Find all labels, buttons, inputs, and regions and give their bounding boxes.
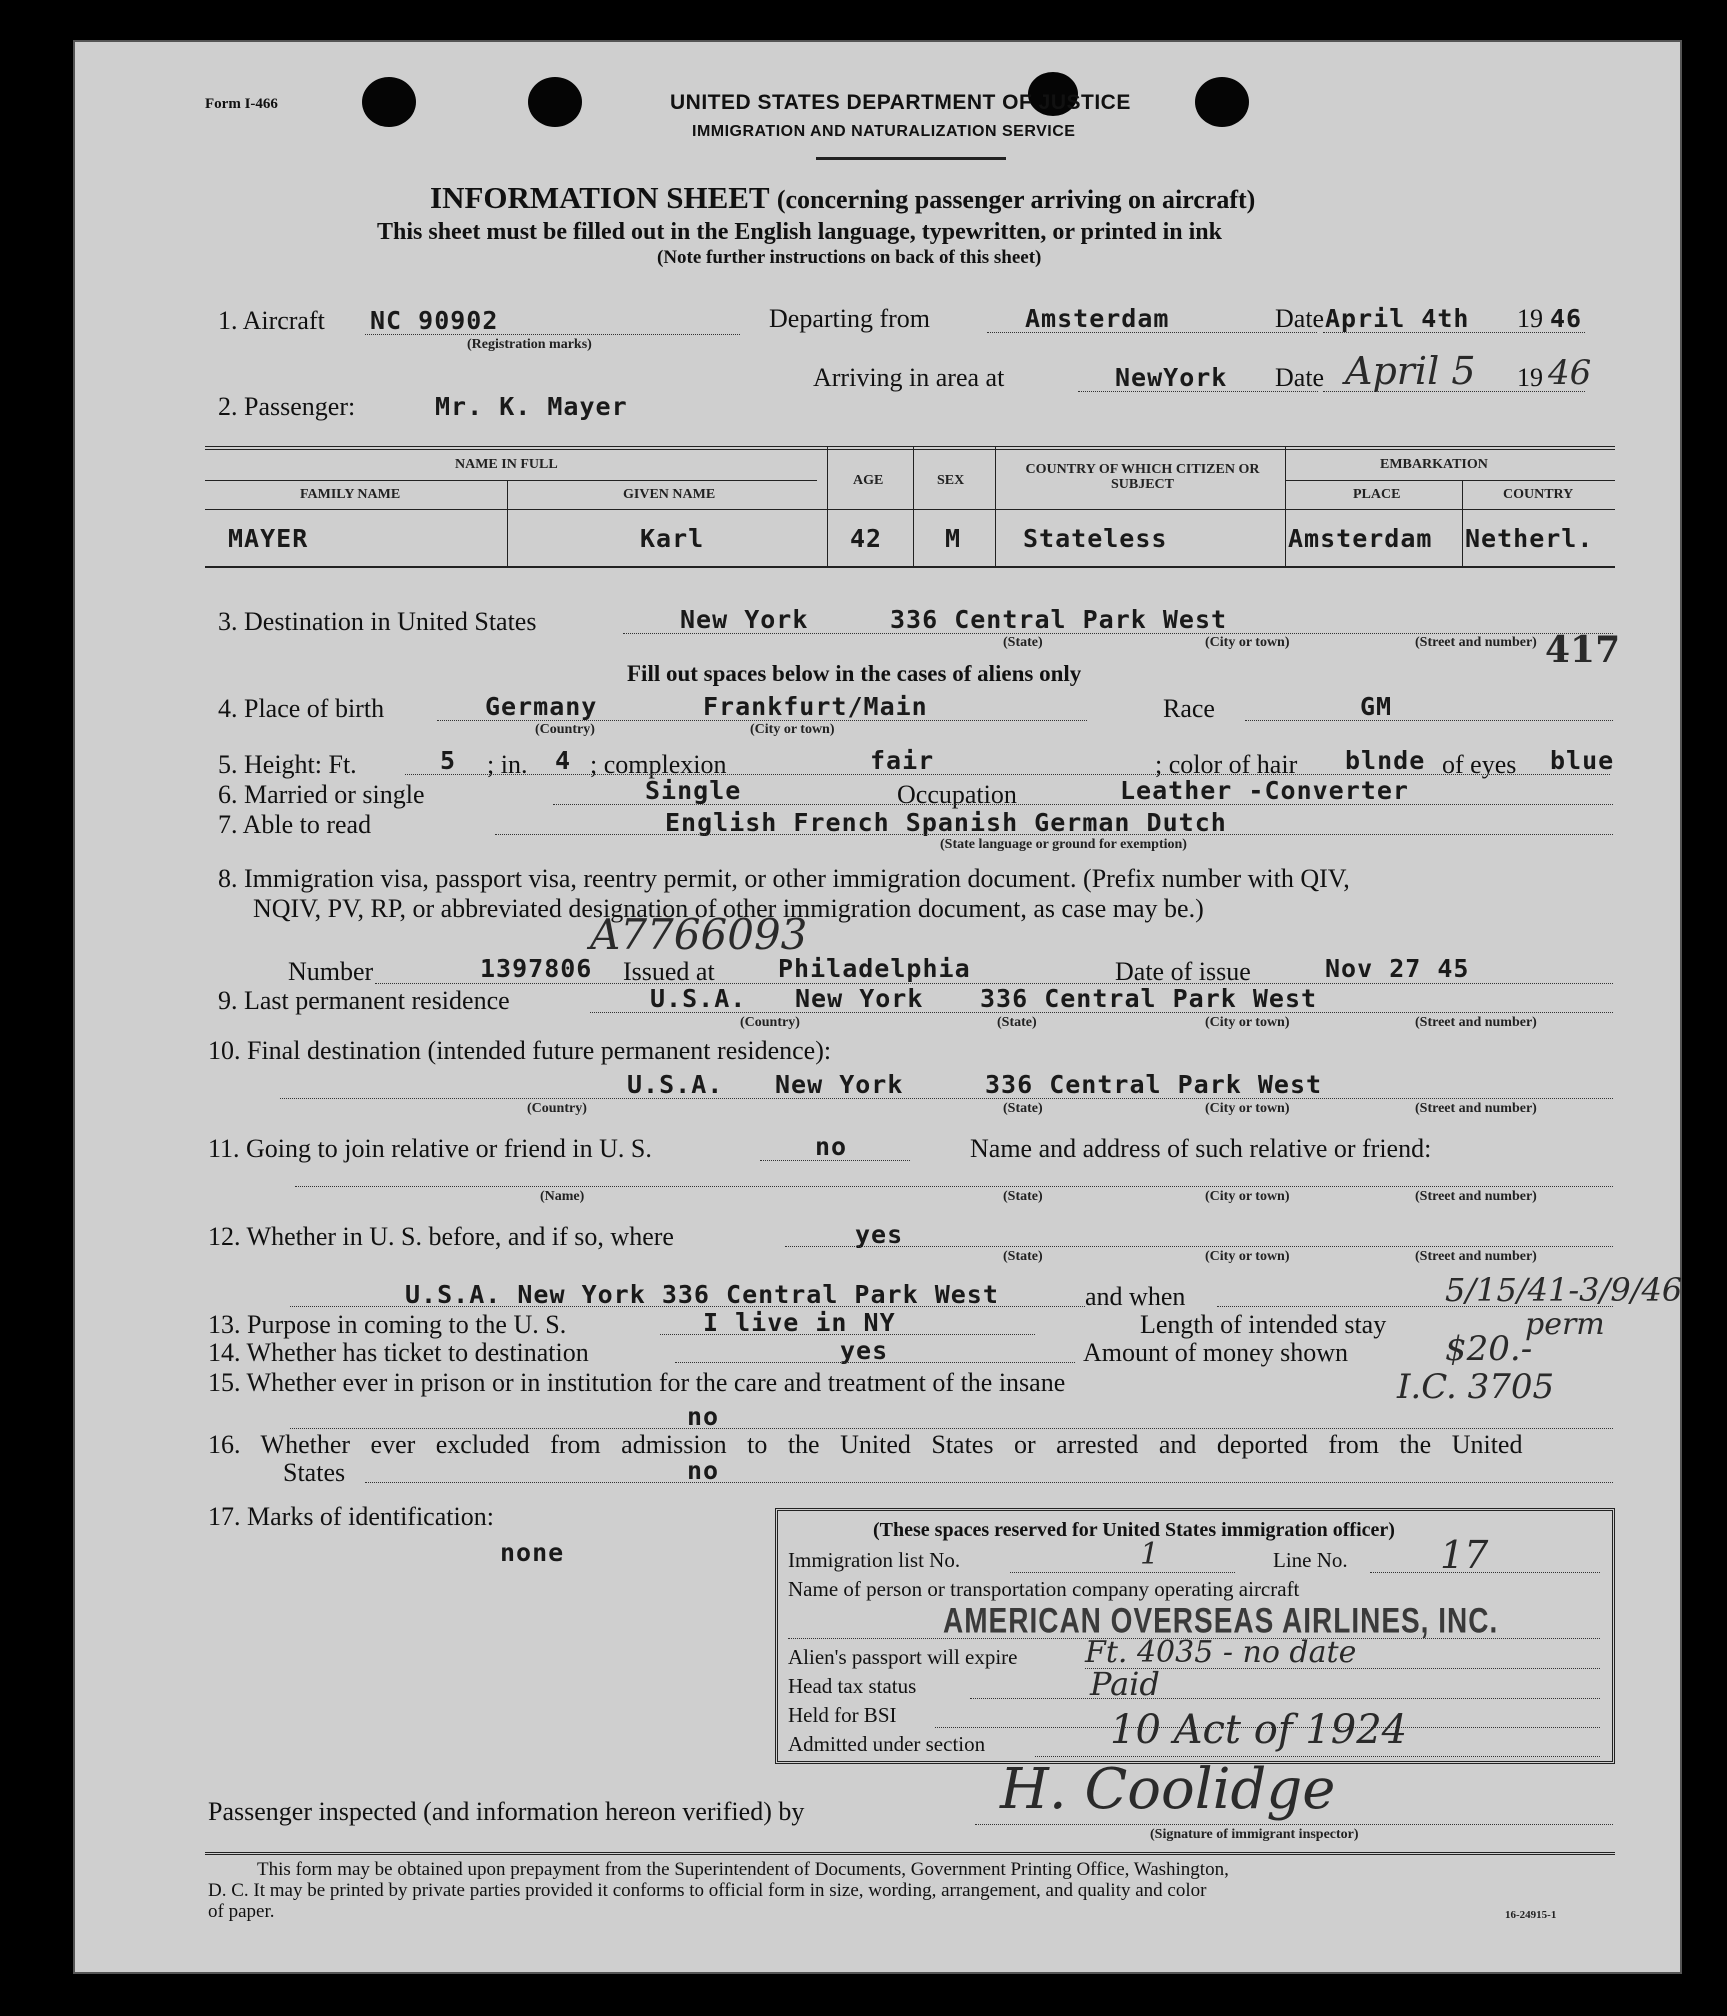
list-value: 1 [1140, 1537, 1160, 1572]
inspected-label: Passenger inspected (and information hereon verified) by [208, 1797, 805, 1826]
punch-hole [528, 77, 582, 127]
aircraft-line [365, 334, 740, 335]
table-sub-rule-emb [1285, 480, 1615, 481]
residence-line [590, 1012, 1613, 1013]
purpose-value: I live in NY [703, 1308, 896, 1337]
prison-label: 15. Whether ever in prison or in institution for the care and treatment of the insane [208, 1368, 1066, 1397]
doi-label: Date of issue [1115, 957, 1251, 986]
height-in-label: ; in. [487, 750, 528, 779]
cell-sex: M [945, 524, 962, 553]
married-line [553, 804, 1613, 805]
destination-number-handwritten: 417 [1545, 629, 1621, 671]
th-sex: SEX [937, 473, 965, 488]
arrive-year-handwritten: 46 [1548, 353, 1592, 393]
passenger-label: 2. Passenger: [218, 392, 356, 421]
departing-line [987, 332, 1317, 333]
language-instruction: This sheet must be filled out in the English language, typewritten, or printed in ink [377, 219, 1222, 245]
excluded-line [365, 1482, 1613, 1483]
headtax-label: Head tax status [788, 1674, 917, 1698]
cap-state: (State) [1003, 635, 1043, 650]
th-given-name: GIVEN NAME [623, 487, 716, 502]
table-divider [1285, 446, 1286, 566]
destination-line [623, 633, 1613, 634]
money-label: Amount of money shown [1083, 1338, 1349, 1367]
birth-country: Germany [485, 692, 598, 721]
final-cap-street: (Street and number) [1415, 1101, 1537, 1116]
departing-label: Departing from [769, 304, 931, 333]
eyes-label: of eyes [1442, 750, 1517, 779]
arrive-year-prefix: 19 [1517, 363, 1543, 392]
join-label: 11. Going to join relative or friend in U. S. [208, 1134, 652, 1163]
footer-rule [205, 1852, 1615, 1855]
th-country-citizen: COUNTRY OF WHICH CITIZEN OR SUBJECT [1025, 462, 1260, 492]
officer-heading: (These spaces reserved for United States immigration officer) [873, 1519, 1395, 1541]
bsi-label: Held for BSI [788, 1703, 897, 1727]
headtax-value: Paid [1090, 1665, 1160, 1703]
table-divider [1462, 480, 1463, 566]
company-stamp: AMERICAN OVERSEAS AIRLINES, INC. [943, 1601, 1499, 1640]
race-value: GM [1360, 692, 1393, 721]
join-line [760, 1160, 910, 1161]
birth-cap-city: (City or town) [750, 722, 835, 737]
residence-address: 336 Central Park West [980, 984, 1318, 1013]
birth-line [437, 720, 1087, 721]
registration-caption: (Registration marks) [467, 337, 592, 352]
table-divider [995, 446, 996, 566]
before-line [785, 1246, 1613, 1247]
read-label: 7. Able to read [218, 810, 372, 839]
eyes-value: blue [1550, 746, 1615, 775]
aliens-only-note: Fill out spaces below in the cases of aliens only [627, 661, 1082, 686]
print-code: 16-24915-1 [1505, 1909, 1557, 1921]
read-line [495, 834, 1613, 835]
res-cap-state: (State) [997, 1015, 1037, 1030]
when-label: and when [1085, 1282, 1186, 1311]
before-cap-street: (Street and number) [1415, 1249, 1537, 1264]
company-label: Name of person or transportation company operating aircraft [788, 1577, 1300, 1601]
signature-line [975, 1824, 1613, 1825]
cell-family: MAYER [228, 524, 309, 553]
final-dest-address: 336 Central Park West [985, 1070, 1323, 1099]
depart-year-prefix: 19 [1517, 304, 1543, 333]
table-sub-rule [205, 480, 817, 481]
join-value: no [815, 1132, 848, 1161]
cell-citizen: Stateless [1023, 524, 1168, 553]
th-family-name: FAMILY NAME [300, 487, 401, 502]
cell-country: Netherl. [1465, 524, 1594, 553]
service-name: IMMIGRATION AND NATURALIZATION SERVICE [692, 123, 1076, 140]
hair-value: blnde [1345, 746, 1426, 775]
title-paren: (concerning passenger arriving on aircraft) [776, 185, 1256, 214]
line-value: 17 [1440, 1533, 1489, 1577]
back-note: (Note further instructions on back of this sheet) [657, 247, 1042, 268]
prison-handwritten: I.C. 3705 [1397, 1367, 1555, 1407]
cell-place: Amsterdam [1288, 524, 1433, 553]
number-label: Number [288, 957, 374, 986]
read-caption: (State language or ground for exemption) [940, 837, 1187, 852]
when-handwritten: 5/15/41-3/9/46 [1445, 1271, 1683, 1309]
arrive-date-handwritten: April 5 [1345, 349, 1476, 393]
footer-line-2: D. C. It may be printed by private parties provided it conforms to official form in size, wording, arrangement, and quality and color [208, 1880, 1207, 1901]
res-cap-city: (City or town) [1205, 1015, 1290, 1030]
race-line [1245, 720, 1613, 721]
line-line [1370, 1572, 1600, 1573]
arriving-label: Arriving in area at [813, 363, 1005, 392]
excluded-label: 16. Whether ever excluded from admission to the United States or arrested and deported from the United [208, 1430, 1523, 1459]
excluded-label-2: States [283, 1458, 346, 1487]
stay-handwritten: perm [1525, 1307, 1605, 1342]
document-sheet [75, 42, 1683, 1972]
height-in: 4 [555, 746, 572, 775]
list-line [1010, 1572, 1235, 1573]
before-label: 12. Whether in U. S. before, and if so, where [208, 1222, 674, 1251]
destination-label: 3. Destination in United States [218, 607, 537, 636]
purpose-label: 13. Purpose in coming to the U. S. [208, 1310, 567, 1339]
aircraft-value: NC 90902 [370, 306, 499, 335]
th-place: PLACE [1353, 487, 1401, 502]
passenger-value: Mr. K. Mayer [435, 392, 628, 421]
marks-value: none [500, 1538, 565, 1567]
punch-hole [362, 77, 416, 127]
cap-street: (Street and number) [1415, 635, 1537, 650]
admitted-label: Admitted under section [788, 1732, 986, 1756]
depart-date: April 4th [1325, 304, 1470, 333]
department-name: UNITED STATES DEPARTMENT OF JUSTICE [670, 91, 1131, 114]
birth-label: 4. Place of birth [218, 694, 385, 723]
relative-cap-city: (City or town) [1205, 1189, 1290, 1204]
before-cap-state: (State) [1003, 1249, 1043, 1264]
cell-given: Karl [640, 524, 705, 553]
number-value: 1397806 [480, 954, 593, 983]
height-label: 5. Height: Ft. [218, 750, 357, 779]
relative-label: Name and address of such relative or friend: [970, 1134, 1432, 1163]
final-dest-country: U.S.A. [627, 1070, 724, 1099]
before-value: yes [855, 1220, 904, 1249]
th-name-in-full: NAME IN FULL [455, 457, 558, 472]
arrive-date-line [1323, 391, 1585, 392]
table-bottom-rule [205, 566, 1615, 568]
table-head-rule [205, 509, 1615, 510]
res-cap-street: (Street and number) [1415, 1015, 1537, 1030]
married-label: 6. Married or single [218, 780, 425, 809]
title-main: INFORMATION SHEET [430, 180, 770, 215]
residence-country: U.S.A. [650, 984, 747, 1013]
final-dest-line [280, 1098, 1613, 1099]
res-cap-country: (Country) [740, 1015, 800, 1030]
residence-label: 9. Last permanent residence [218, 986, 510, 1015]
table-divider [913, 446, 914, 566]
final-cap-city: (City or town) [1205, 1101, 1290, 1116]
cap-city: (City or town) [1205, 635, 1290, 650]
final-cap-state: (State) [1003, 1101, 1043, 1116]
occupation-value: Leather -Converter [1120, 776, 1409, 805]
race-label: Race [1163, 694, 1215, 723]
issued-label: Issued at [623, 957, 715, 986]
birth-city: Frankfurt/Main [703, 692, 928, 721]
marks-label: 17. Marks of identification: [208, 1502, 494, 1531]
depart-year: 46 [1550, 304, 1583, 333]
prison-value: no [687, 1402, 720, 1431]
destination-address: 336 Central Park West [890, 605, 1228, 634]
punch-hole [1195, 77, 1249, 127]
before-cap-city: (City or town) [1205, 1249, 1290, 1264]
departing-value: Amsterdam [1025, 304, 1170, 333]
line-label: Line No. [1273, 1548, 1348, 1572]
ticket-line [675, 1362, 1075, 1363]
destination-state: New York [680, 605, 809, 634]
inspector-signature: H. Coolidge [1000, 1757, 1336, 1822]
occupation-label: Occupation [897, 780, 1017, 809]
doi-value: Nov 27 45 [1325, 954, 1470, 983]
complexion-value: fair [870, 746, 935, 775]
header-rule [816, 157, 1006, 160]
stay-label: Length of intended stay [1140, 1310, 1387, 1339]
final-dest-state: New York [775, 1070, 904, 1099]
visa-label-2: NQIV, PV, RP, or abbreviated designation of other immigration document, as case may be.) [253, 894, 1204, 923]
passport-line [1085, 1668, 1600, 1669]
arriving-value: NewYork [1115, 363, 1228, 392]
list-label: Immigration list No. [788, 1548, 961, 1572]
admitted-value: 10 Act of 1924 [1110, 1707, 1408, 1753]
purpose-line [660, 1334, 1035, 1335]
passport-value: Ft. 4035 - no date [1085, 1635, 1357, 1670]
depart-date-line [1323, 332, 1585, 333]
signature-caption: (Signature of immigrant inspector) [1150, 1827, 1359, 1842]
table-top-rule [205, 446, 1615, 450]
final-cap-country: (Country) [527, 1101, 587, 1116]
relative-cap-street: (Street and number) [1415, 1189, 1537, 1204]
footer-line-3: of paper. [208, 1901, 275, 1922]
before-where: U.S.A. New York 336 Central Park West [405, 1280, 999, 1309]
complexion-label: ; complexion [590, 750, 727, 779]
ticket-label: 14. Whether has ticket to destination [208, 1338, 589, 1367]
page-title [430, 182, 1255, 213]
headtax-line [970, 1698, 1600, 1699]
ticket-value: yes [840, 1336, 889, 1365]
read-value: English French Spanish German Dutch [665, 808, 1227, 837]
relative-line [295, 1186, 1613, 1187]
th-age: AGE [853, 473, 884, 488]
table-divider [827, 446, 828, 566]
depart-date-label: Date [1275, 304, 1325, 333]
relative-cap-state: (State) [1003, 1189, 1043, 1204]
th-country: COUNTRY [1503, 487, 1574, 502]
issued-value: Philadelphia [778, 954, 971, 983]
visa-label: 8. Immigration visa, passport visa, reentry permit, or other immigration document. (Prefix number with QIV, [218, 864, 1350, 893]
height-line [405, 774, 1610, 775]
visa-handwritten: A7766093 [590, 910, 808, 959]
final-dest-label: 10. Final destination (intended future permanent residence): [208, 1036, 832, 1065]
passport-label: Alien's passport will expire [788, 1645, 1018, 1669]
prison-line [290, 1428, 1613, 1429]
birth-cap-country: (Country) [535, 722, 595, 737]
residence-state: New York [795, 984, 924, 1013]
before-where-line [290, 1306, 1085, 1307]
excluded-value: no [687, 1456, 720, 1485]
aircraft-label: 1. Aircraft [218, 306, 325, 335]
th-embarkation: EMBARKATION [1380, 457, 1488, 472]
money-handwritten: $20.- [1445, 1329, 1533, 1369]
married-value: Single [645, 776, 742, 805]
relative-cap-name: (Name) [540, 1189, 585, 1204]
hair-label: ; color of hair [1155, 750, 1298, 779]
height-ft: 5 [440, 746, 457, 775]
form-number: Form I-466 [205, 96, 278, 112]
table-divider [507, 480, 508, 566]
cell-age: 42 [850, 524, 883, 553]
arrive-date-label: Date [1275, 363, 1325, 392]
footer-line-1: This form may be obtained upon prepayment from the Superintendent of Documents, Government Printing Office, Washington, [257, 1859, 1229, 1880]
